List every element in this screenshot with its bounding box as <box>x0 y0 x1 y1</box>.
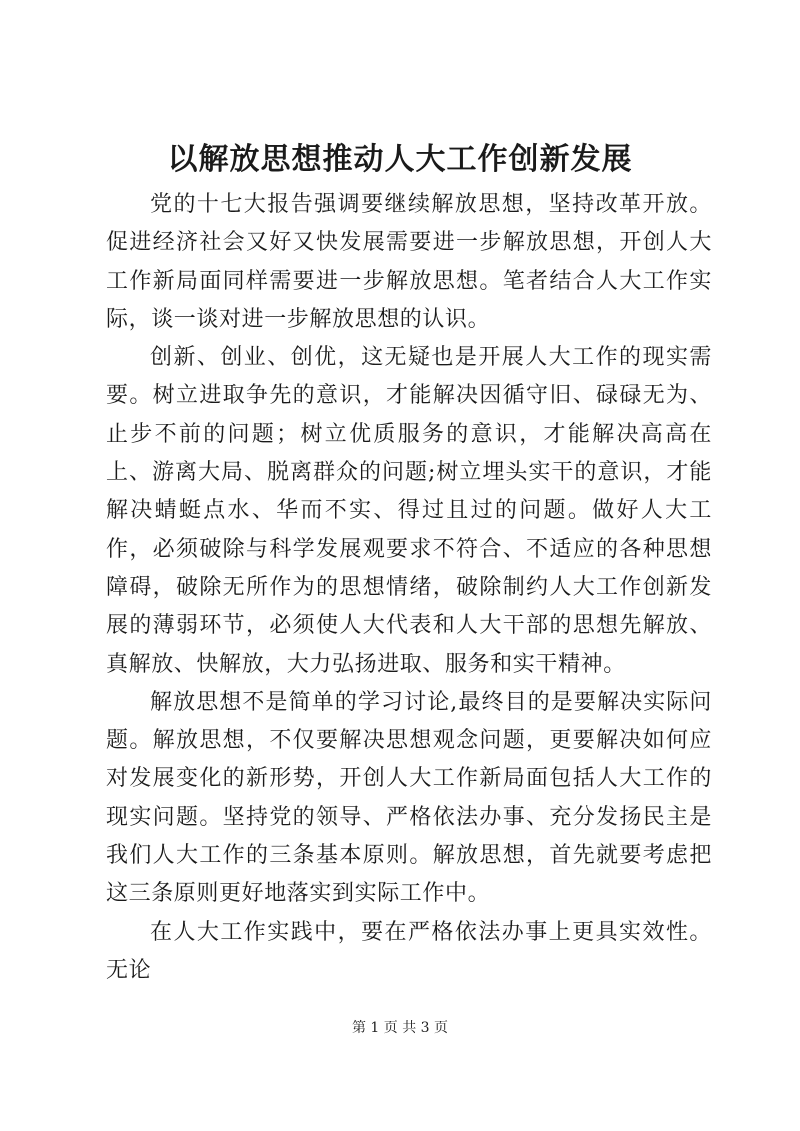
paragraph-3: 解放思想不是简单的学习讨论,最终目的是要解决实际问题。解放思想，不仅要解决思想观念问题，更要解决如何应对发展变化的新形势，开创人大工作新局面包括人大工作的现实问题。坚持党的领导、严格依法办事、充分发扬民主是我们人大工作的三条基本原则。解放思想，首先就要考虑把这三条原则更好地落实到实际工作中。 <box>106 689 712 907</box>
paragraph-1: 党的十七大报告强调要继续解放思想，坚持改革开放。促进经济社会又好又快发展需要进一步解放思想，开创人大工作新局面同样需要进一步解放思想。笔者结合人大工作实际，谈一谈对进一步解放思想的认识。 <box>106 192 712 332</box>
document-title: 以解放思想推动人大工作创新发展 <box>167 142 633 177</box>
page-footer: 第 1 页 共 3 页 <box>351 1020 449 1036</box>
paragraph-2: 创新、创业、创优，这无疑也是开展人大工作的现实需要。树立进取争先的意识，才能解决因循守旧、碌碌无为、止步不前的问题；树立优质服务的意识，才能解决高高在上、游离大局、脱离群众的问题;树立埋头实干的意识，才能解决蜻蜓点水、华而不实、得过且过的问题。做好人大工作，必须破除与科学发展观要求不符合、不适应的各种思想障碍，破除无所作为的思想情绪，破除制约人大工作创新发展的薄弱环节，必须使人大代表和人大干部的思想先解放、真解放、快解放，大力弘扬进取、服务和实干精神。 <box>106 345 712 677</box>
paragraph-4: 在人大工作实践中，要在严格依法办事上更具实效性。无论 <box>106 919 712 983</box>
document-body <box>106 186 712 990</box>
